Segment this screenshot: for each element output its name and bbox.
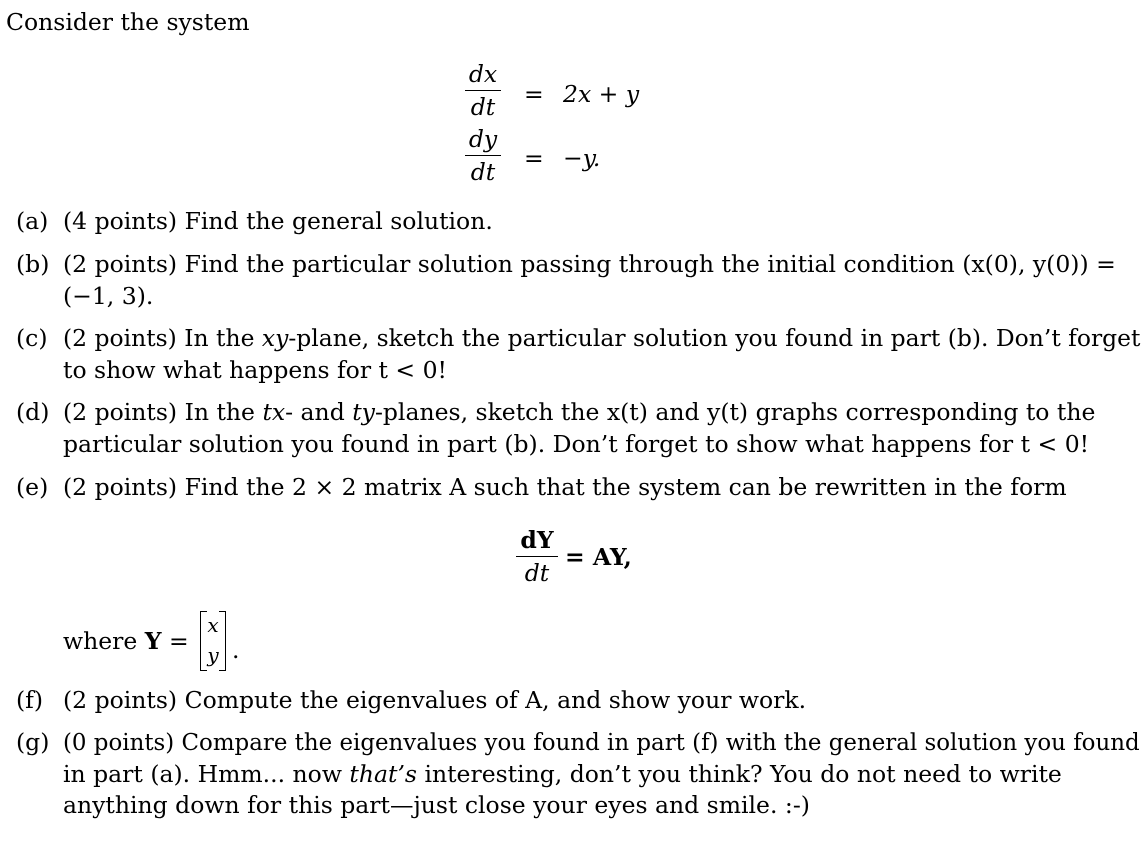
points: (0 points) <box>63 728 175 756</box>
part-text: In the <box>184 398 263 426</box>
fraction-bar <box>516 556 558 557</box>
matrix-equation-rhs: = AY, <box>565 543 632 571</box>
part-label: (f) <box>16 686 44 714</box>
part-text: tx <box>262 398 286 426</box>
vector-entry-x: x <box>207 613 219 637</box>
part-text: - and <box>285 398 353 426</box>
denominator: dt <box>470 93 496 121</box>
part-label: (c) <box>16 324 48 352</box>
part-text-emphasis: that’s <box>349 760 417 788</box>
numerator: dY <box>520 526 554 554</box>
points: (2 points) <box>63 250 178 278</box>
fraction-bar <box>465 155 501 156</box>
points: (2 points) <box>63 324 177 352</box>
equals-sign: = <box>524 80 544 108</box>
points: (2 points) <box>63 686 178 714</box>
part-text: in part (a). Hmm... now <box>63 760 350 788</box>
points: (4 points) <box>63 207 178 235</box>
part-text-line1: Compare the eigenvalues you found in part (f) with the general solution you found <box>181 728 1140 756</box>
part-text: -planes, sketch the x(t) and y(t) graphs corresponding to the <box>374 398 1096 426</box>
equals-sign: = <box>161 627 189 655</box>
denominator: dt <box>524 559 550 587</box>
vector-entry-y: y <box>207 643 219 667</box>
equals-sign: = <box>524 144 544 172</box>
fraction-bar <box>465 90 501 91</box>
part-text: Find the general solution. <box>184 207 493 235</box>
points: (2 points) <box>63 473 178 501</box>
part-text-line3: anything down for this part—just close your eyes and smile. :-) <box>63 791 810 819</box>
where-text: where <box>63 627 145 655</box>
part-label: (b) <box>16 250 50 278</box>
fraction-dy-dt <box>465 125 501 186</box>
part-text-line2: (−1, 3). <box>63 282 154 310</box>
period: . <box>232 636 240 664</box>
part-text: Compute the eigenvalues of A, and show your work. <box>184 686 807 714</box>
equation-rhs-2: −y. <box>563 144 601 172</box>
part-text: In the <box>184 324 262 352</box>
equation-rhs-1: 2x + y <box>563 80 640 108</box>
column-vector <box>200 611 226 671</box>
part-label: (g) <box>16 728 50 756</box>
part-text: Find the 2 × 2 matrix A such that the system can be rewritten in the form <box>184 473 1067 501</box>
part-text-line2: to show what happens for t < 0! <box>63 356 447 384</box>
points: (2 points) <box>63 398 178 426</box>
denominator: dt <box>470 158 496 186</box>
part-label: (d) <box>16 398 50 426</box>
part-text: xy <box>261 324 289 352</box>
intro-text: Consider the system <box>6 8 250 36</box>
numerator: dx <box>468 60 498 88</box>
fraction-dx-dt <box>465 60 501 121</box>
part-text-line1: Find the particular solution passing through the initial condition (x(0), y(0)) = <box>184 250 1116 278</box>
part-label: (e) <box>16 473 49 501</box>
fraction-dY-dt <box>516 526 558 587</box>
part-text: interesting, don’t you think? You do not need to write <box>416 760 1062 788</box>
part-text-line2: particular solution you found in part (b). Don’t forget to show what happens for t < 0! <box>63 430 1090 458</box>
part-text: ty <box>352 398 375 426</box>
numerator: dy <box>468 125 498 153</box>
vector-symbol: Y <box>144 627 162 655</box>
part-label: (a) <box>16 207 49 235</box>
part-text: -plane, sketch the particular solution you found in part (b). Don’t forget <box>288 324 1141 352</box>
